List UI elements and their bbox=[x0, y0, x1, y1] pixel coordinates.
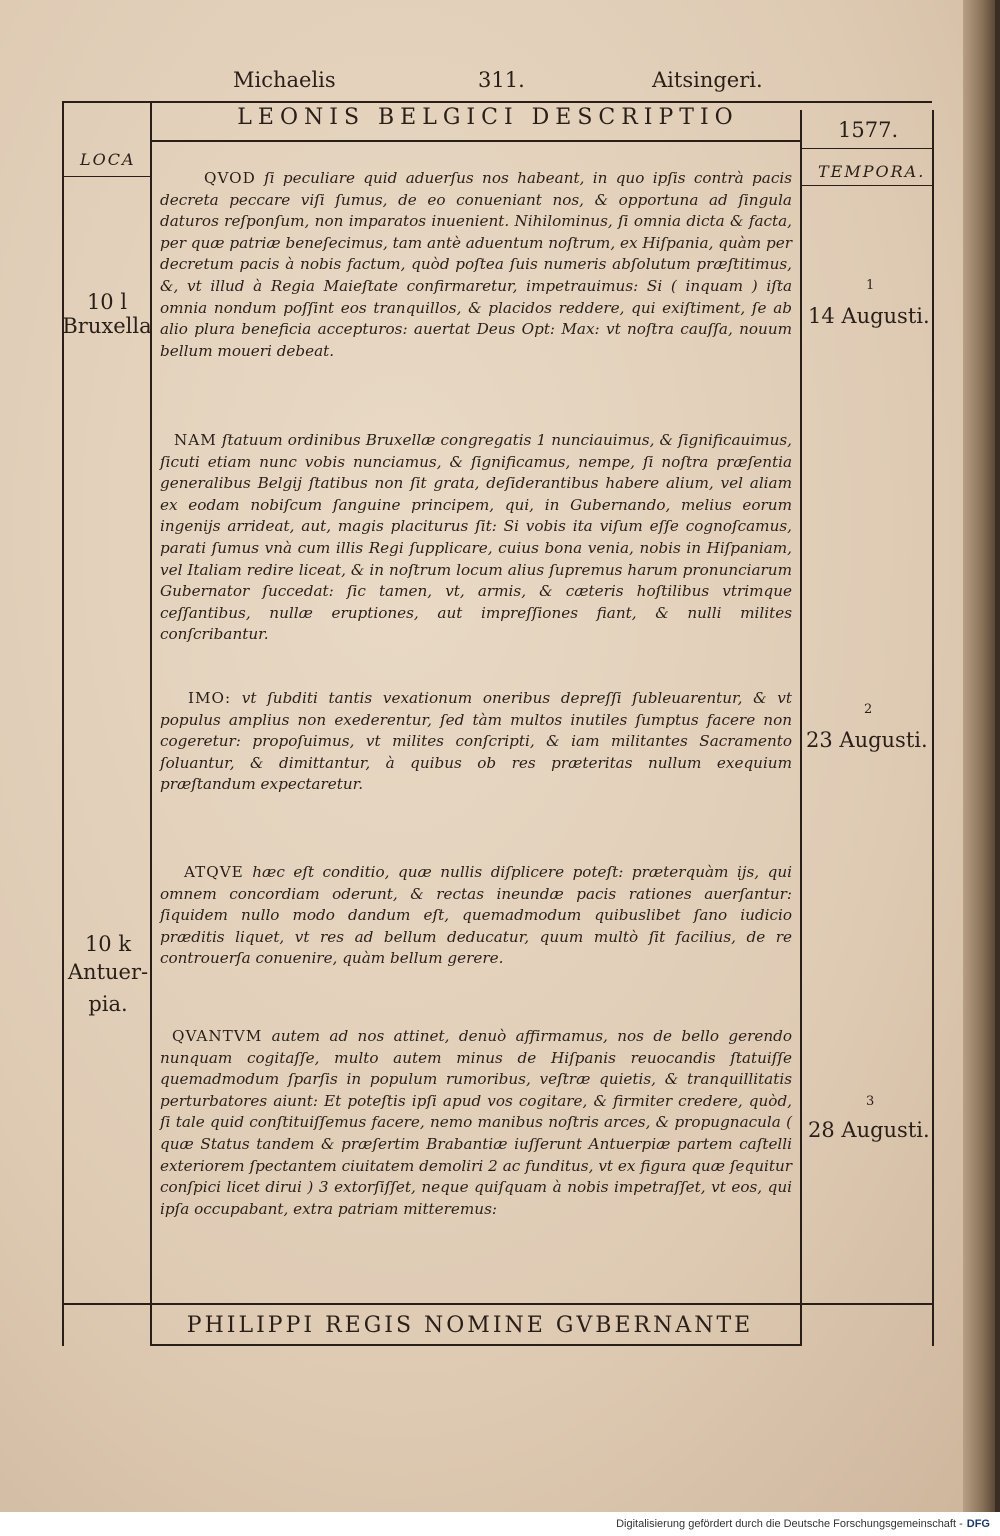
dfg-logo: DFG bbox=[966, 1518, 990, 1530]
date-28-augusti: 28 Augusti. bbox=[808, 1118, 930, 1142]
paragraph-lead: NAM bbox=[174, 431, 217, 449]
footer-credit: Digitalisierung gefördert durch die Deutsche Forschungsgemeinschaft - bbox=[616, 1518, 963, 1530]
paragraph-nam bbox=[160, 430, 792, 646]
frame-top-rule bbox=[62, 101, 932, 103]
frame-left-inner bbox=[150, 101, 152, 1346]
paragraph-quantum bbox=[160, 1026, 792, 1220]
running-head-right: Aitsingeri. bbox=[652, 68, 763, 92]
place-name: Bruxella bbox=[62, 314, 152, 338]
page-title: LEONIS BELGICI DESCRIPTIO bbox=[237, 105, 739, 130]
paragraph-atque bbox=[160, 862, 792, 970]
page-edge bbox=[963, 0, 995, 1512]
place-antuerpia bbox=[66, 932, 150, 1020]
paragraph-text: ſi peculiare quid aduerſus nos habeant, in quo ipſis contrà pacis decreta peccare viſi ſumus, de eo conueniant nos, & opportuna ad ſingula daturos reſponſum, non imparatos inuenient. Nihilominus, ſi omnia dicta & facta, per quæ patriæ beneſecimus, tam antè aduentum noſtrum, ex Hiſpania, quàm per decretum pacis à nobis factum, quòd poſtea ſuis numeris abſolutum præſtitimus, &, vt illud à Regia Maieſtate confirmaretur, impetrauimus: Si ( inquam ) iſta omnia nondum poſſint eos tranquillos, & placidos reddere, qui exiſtiment, ſe ab alio plura beneficia accepturos: auertat Deus Opt: Max: vt noſtra cauſſa, nouum bellum moueri debeat. bbox=[160, 169, 792, 360]
paragraph-text: vt ſubditi tantis vexationum oneribus depreſſi ſubleuarentur, & vt populus amplius non exederentur, ſed tàm multos inutiles ſumptus facere non cogeretur: propoſuimus, vt milites conſcripti, & iam militantes Sacramento ſoluantur, & dimittantur, à quibus ob res præteritas nullum exequium præſtandum expectaretur. bbox=[160, 689, 792, 794]
bottom-rule-inner bbox=[150, 1344, 800, 1346]
frame-left-outer bbox=[62, 101, 64, 1346]
paragraph-lead: IMO: bbox=[188, 689, 232, 707]
place-bruxella bbox=[62, 290, 152, 338]
loca-underline bbox=[62, 176, 150, 177]
bottom-running-title: PHILIPPI REGIS NOMINE GVBERNANTE bbox=[186, 1313, 754, 1338]
paragraph-lead: QVOD bbox=[204, 169, 256, 187]
tempora-underline bbox=[800, 185, 932, 186]
place-number: 10 k bbox=[84, 932, 132, 956]
paragraph-text: autem ad nos attinet, denuò affirmamus, nos de bello gerendo nunquam cogitaſſe, multo autem minus de Hiſpanis reuocandis ſtatuiſſe quemadmodum ſparſis in populum rumoribus, veſtræ quietis, & tranquillitatis perturbatores aiunt: Et poteſtis ipſi apud vos cogitare, & firmiter credere, quòd, ſi tale quid conſtituiſſemus facere, nemo manibus noſtris arces, & propugnacula ( quæ Status tandem & præſertim Brabantiæ iuſſerunt Antuerpiæ partem caſtelli exteriorem ſpectantem ciuitatem demoliri 2 ac funditus, vt ex figura quæ ſequitur conſpici licet dirui ) 3 extorſiſſet, neque quiſquam à nobis impetraſſet, vt eos, qui ipſa occupabant, extra patriam mitteremus: bbox=[160, 1027, 792, 1218]
paragraph-lead: QVANTVM bbox=[172, 1027, 263, 1045]
date-23-augusti: 23 Augusti. bbox=[806, 728, 928, 752]
year-underline bbox=[800, 148, 932, 149]
title-underline bbox=[150, 140, 800, 142]
frame-right-outer bbox=[932, 110, 934, 1346]
frame-right-inner bbox=[800, 110, 802, 1346]
paragraph-text: ſtatuum ordinibus Bruxellæ congregatis 1 nunciauimus, & ſignificauimus, ſicuti etiam nunc vobis nunciamus, & ſignificamus, nempe, ſi noſtra præſentia generalibus Belgij ſtatibus non ſit grata, deſiderantibus habere alium, vel aliam ex eodam nobiſcum ſanguine principem, qui, in Gubernando, melius eorum ingenijs arrideat, aut, magis placiturus ſit: Si vobis ita viſum eſſe cognoſcamus, parati ſumus vnà cum illis Regi ſupplicare, cuius bona venia, nobis in Hiſpaniam, vel Italiam redire liceat, & in noſtrum locum alius ſupremus harum pronunciarum Gubernator ſuccedat: ſic tamen, vt, armis, & cæteris hoſtilibus vtrimque ceſſantibus, nullæ eruptiones, aut impreſſiones fiant, & nulli milites conſcribantur. bbox=[160, 431, 792, 644]
date-note-1: 1 bbox=[866, 278, 875, 293]
date-note-2: 2 bbox=[864, 702, 873, 717]
bottom-rule bbox=[62, 1303, 932, 1305]
date-14-augusti: 14 Augusti. bbox=[808, 304, 930, 328]
digitization-footer bbox=[0, 1512, 1000, 1536]
place-number: 10 l bbox=[86, 290, 128, 314]
paragraph-imo bbox=[160, 688, 792, 796]
running-head-left: Michaelis bbox=[233, 68, 336, 92]
paragraph-quod bbox=[160, 168, 792, 362]
tempora-header: TEMPORA. bbox=[818, 162, 926, 181]
page-number: 311. bbox=[478, 68, 525, 92]
year-header: 1577. bbox=[838, 118, 899, 142]
place-name: Antuer-pia. bbox=[67, 960, 149, 1016]
paragraph-lead: ATQVE bbox=[184, 863, 244, 881]
date-note-3: 3 bbox=[866, 1094, 875, 1109]
loca-header: LOCA bbox=[80, 150, 136, 169]
paragraph-text: hæc eſt conditio, quæ nullis diſplicere poteſt: præterquàm ijs, qui omnem concordiam oderunt, & rectas ineundæ pacis rationes auerſantur: ſiquidem nullo modo dandum eſt, quemadmodum quibuslibet ſano iudicio præditis liquet, vt res ad bellum deducatur, quum multò ſit facilius, de re controuerſa conuenire, quàm bellum gerere. bbox=[160, 863, 792, 968]
